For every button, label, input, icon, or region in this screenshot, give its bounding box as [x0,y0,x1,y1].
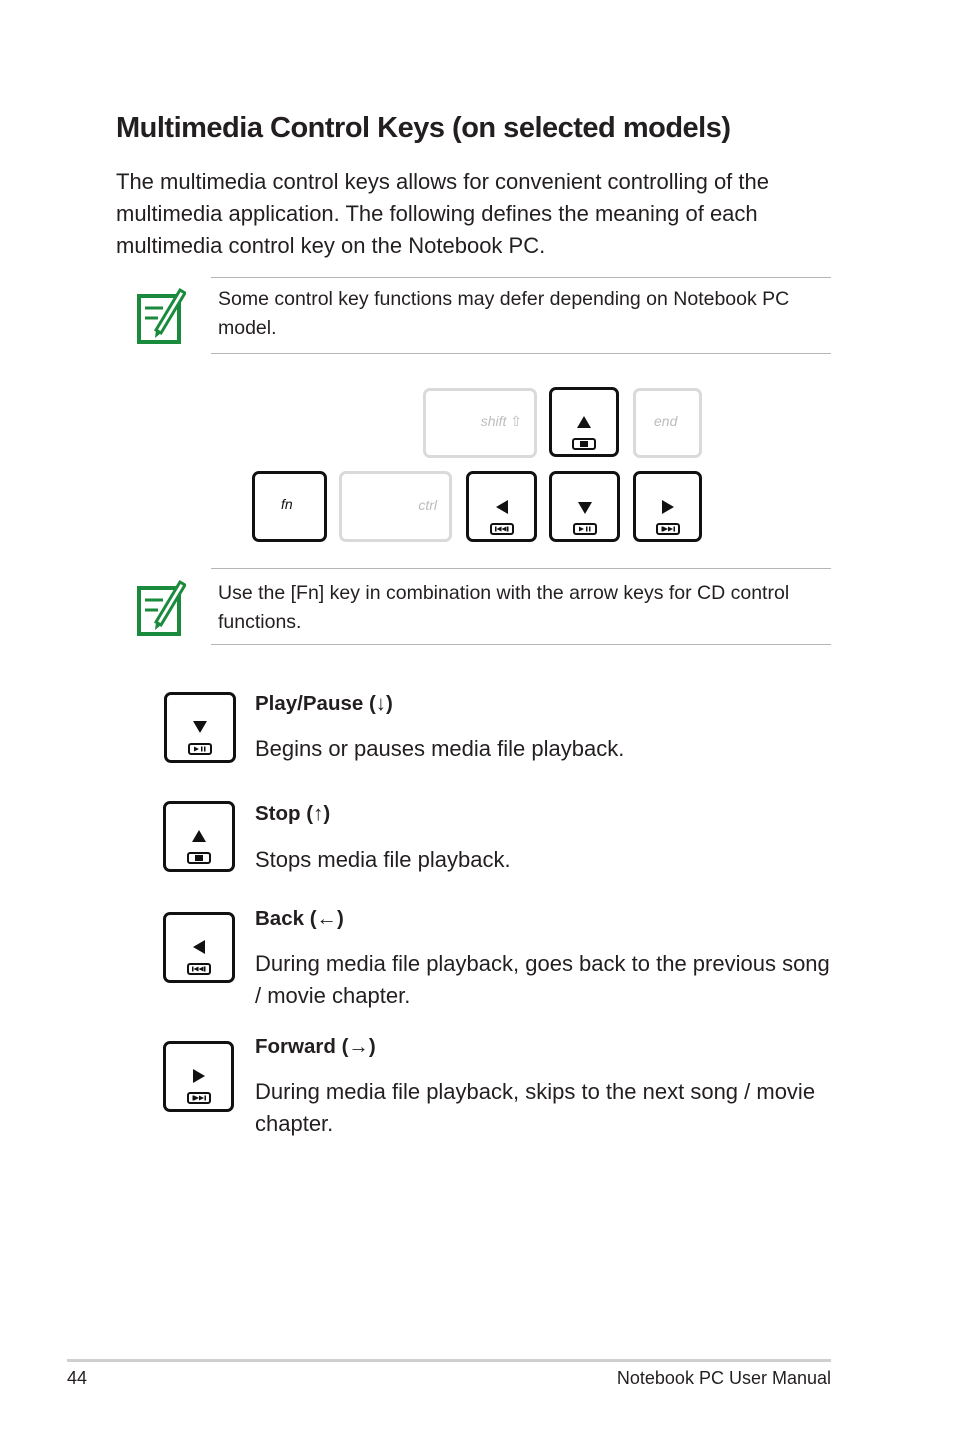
left-arrow-icon [496,500,508,514]
fast-forward-icon [656,523,680,535]
entry-description-forward: During media file playback, skips to the next song / movie chapter. [255,1079,816,1136]
note-pencil-icon [136,286,186,344]
right-arrow-icon [662,500,674,514]
fn-key-label: fn [281,496,293,512]
manual-title: Notebook PC User Manual [616,1368,831,1388]
right-arrow-icon [193,1069,205,1083]
entry-title-back: Back (←) [255,907,344,930]
ctrl-key-label: ctrl [418,497,437,513]
up-arrow-icon [192,830,206,842]
up-arrow-icon [577,416,591,428]
entry-title-stop: Stop (↑) [255,802,331,825]
end-key [633,388,702,458]
intro-paragraph: The multimedia control keys allows for convenient controlling of the multimedia application. The following defines the meaning of each multimedia control key on the Notebook PC. [116,169,769,258]
ctrl-key [339,471,452,542]
entry-description-stop: Stops media file playback. [255,847,511,872]
fast-forward-icon [187,1092,211,1104]
up-arrow-stop-key [549,387,619,457]
note-box [211,568,831,645]
shift-key-label: shift ⇧ [480,413,522,429]
entry-title-forward: Forward (→) [255,1035,376,1058]
left-arrow-icon [193,940,205,954]
stop-icon [187,852,211,864]
page-number: 44 [67,1368,88,1388]
play-pause-key-icon [164,692,236,763]
note-pencil-icon [136,578,186,636]
shift-key [423,388,537,458]
down-arrow-icon [578,502,592,514]
forward-key-icon [163,1041,234,1112]
footer-divider [67,1359,831,1362]
note-box [211,277,831,354]
rewind-icon [490,523,514,535]
down-arrow-play-pause-key [549,471,620,542]
left-arrow-back-key [466,471,537,542]
note-text: Some control key functions may defer depending on Notebook PC model. [218,288,790,339]
end-key-label: end [654,413,678,429]
entry-description-back: During media file playback, goes back to the previous song / movie chapter. [255,951,830,1008]
page-title: Multimedia Control Keys (on selected models) [116,112,731,144]
right-arrow-forward-key [633,471,702,542]
entry-title-play-pause: Play/Pause (↓) [255,692,393,715]
play-pause-icon [573,523,597,535]
play-pause-icon [188,743,212,755]
back-key-icon [163,912,235,983]
entry-description-play-pause: Begins or pauses media file playback. [255,736,625,761]
down-arrow-icon [193,721,207,733]
stop-icon [572,438,596,450]
stop-key-icon [163,801,235,872]
note-text: Use the [Fn] key in combination with the arrow keys for CD control functions. [218,582,790,633]
rewind-icon [187,963,211,975]
fn-key [252,471,327,542]
